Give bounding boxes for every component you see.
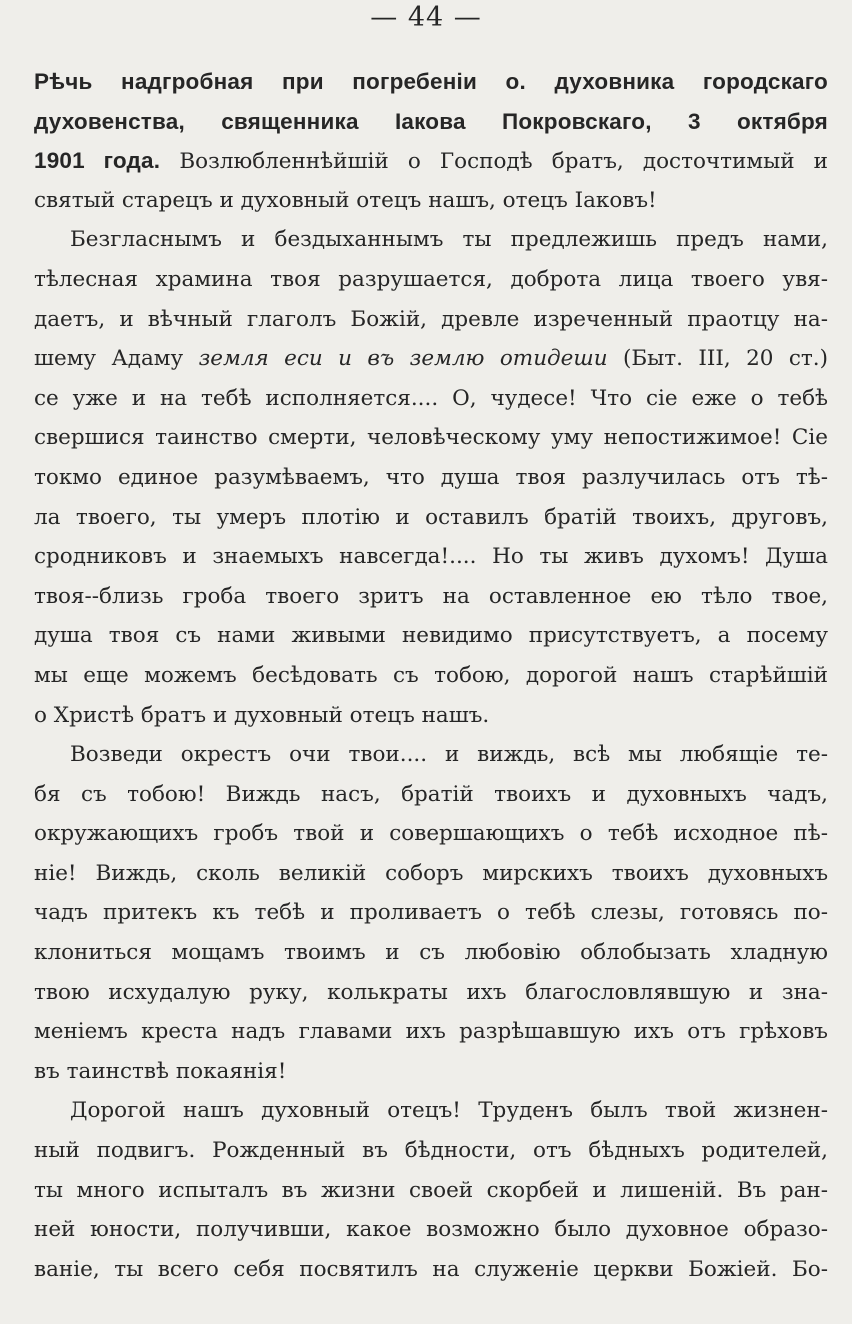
text-line xyxy=(34,973,828,1013)
text-segment: ніе! Виждь, сколь великій соборъ мирскихъ твоихъ духовныхъ xyxy=(34,860,828,886)
text-line xyxy=(34,498,828,538)
text-line xyxy=(34,339,828,379)
page-number: — 44 — xyxy=(370,2,482,33)
text-segment: ваніе, ты всего себя посвятилъ на служеніе церкви Божіей. Бо- xyxy=(34,1256,828,1282)
text-line xyxy=(34,458,828,498)
text-line xyxy=(34,181,828,221)
text-line xyxy=(34,854,828,894)
text-line xyxy=(34,933,828,973)
text-line xyxy=(34,814,828,854)
text-line xyxy=(34,893,828,933)
text-segment: (Быт. III, 20 ст.) xyxy=(607,346,828,372)
text-segment: даетъ, и вѣчный глаголъ Божій, древле изреченный праотцу на- xyxy=(34,306,828,332)
text-line xyxy=(34,775,828,815)
text-line xyxy=(34,418,828,458)
text-segment: бя съ тобою! Виждь насъ, братій твоихъ и духовныхъ чадъ, xyxy=(34,781,828,807)
text-line xyxy=(34,1012,828,1052)
page-body-text xyxy=(34,62,828,1289)
text-segment: ты много испыталъ въ жизни своей скорбей и лишеній. Въ ран- xyxy=(34,1177,828,1203)
text-segment: ный подвигъ. Рожденный въ бѣдности, отъ бѣдныхъ родителей, xyxy=(34,1138,828,1164)
heading-line xyxy=(34,102,828,142)
text-segment: Безгласнымъ и бездыханнымъ ты предлежишь предъ нами, xyxy=(70,227,828,253)
text-segment: меніемъ креста надъ главами ихъ разрѣшавшую ихъ отъ грѣховъ xyxy=(34,1019,828,1045)
text-segment: ла твоего, ты умеръ плотію и оставилъ братій твоихъ, друговъ, xyxy=(34,504,828,530)
text-line xyxy=(34,656,828,696)
text-segment: твою исхудалую руку, колькраты ихъ благословлявшую и зна- xyxy=(34,979,828,1005)
text-segment: твоя--близь гроба твоего зритъ на оставленное ею тѣло твое, xyxy=(34,583,828,609)
text-line xyxy=(34,1052,828,1092)
text-line xyxy=(34,1171,828,1211)
text-line xyxy=(34,537,828,577)
text-line xyxy=(34,1091,828,1131)
text-line xyxy=(34,260,828,300)
text-segment: чадъ притекъ къ тебѣ и проливаетъ о тебѣ слезы, готовясь по- xyxy=(34,900,828,926)
text-segment: сродниковъ и знаемыхъ навсегда!.... Но ты живъ духомъ! Душа xyxy=(34,544,828,570)
text-segment: духовенства, священника Іакова Покровскаго, 3 октября xyxy=(34,108,828,134)
text-line xyxy=(34,577,828,617)
text-segment: душа твоя съ нами живыми невидимо присутствуетъ, а посему xyxy=(34,623,828,649)
text-segment: токмо единое разумѣваемъ, что душа твоя разлучилась отъ тѣ- xyxy=(34,464,828,490)
text-segment: земля еси и въ землю отидеши xyxy=(198,346,608,372)
text-line xyxy=(34,696,828,736)
text-segment: клониться мощамъ твоимъ и съ любовію облобызать хладную xyxy=(34,940,828,966)
text-line xyxy=(34,616,828,656)
text-segment: се уже и на тебѣ исполняется.... О, чудесе! Что сіе еже о тебѣ xyxy=(34,385,828,411)
text-line xyxy=(34,1250,828,1290)
text-line xyxy=(34,1210,828,1250)
text-segment: Рѣчь надгробная при погребеніи о. духовника городскаго xyxy=(34,69,828,94)
text-segment: о Христѣ братъ и духовный отецъ нашъ. xyxy=(34,702,490,728)
text-segment: Возлюбленнѣйшій о Господѣ братъ, досточтимый и xyxy=(160,149,829,175)
text-segment: Дорогой нашъ духовный отецъ! Труденъ былъ твой жизнен- xyxy=(70,1098,828,1124)
text-segment: Возведи окрестъ очи твои.... и виждь, всѣ мы любящіе те- xyxy=(70,742,828,768)
text-line xyxy=(34,379,828,419)
heading-line xyxy=(34,62,828,102)
text-segment: тѣлесная храмина твоя разрушается, доброта лица твоего увя- xyxy=(34,266,828,292)
text-segment: мы еще можемъ бесѣдовать съ тобою, дорогой нашъ старѣйшій xyxy=(34,662,828,688)
text-segment: святый старецъ и духовный отецъ нашъ, отецъ Іаковъ! xyxy=(34,187,657,213)
text-segment: окружающихъ гробъ твой и совершающихъ о тебѣ исходное пѣ- xyxy=(34,821,828,847)
text-segment: въ таинствѣ покаянія! xyxy=(34,1058,287,1084)
text-line xyxy=(34,220,828,260)
text-line xyxy=(34,1131,828,1171)
text-segment: 1901 года. xyxy=(34,148,161,174)
text-line xyxy=(34,735,828,775)
text-segment: ней юности, получивши, какое возможно было духовное образо- xyxy=(34,1217,828,1243)
text-line xyxy=(34,141,828,181)
text-segment: шему Адаму xyxy=(34,346,199,372)
text-segment: свершися таинство смерти, человѣческому уму непостижимое! Сіе xyxy=(34,425,828,451)
text-line xyxy=(34,300,828,340)
